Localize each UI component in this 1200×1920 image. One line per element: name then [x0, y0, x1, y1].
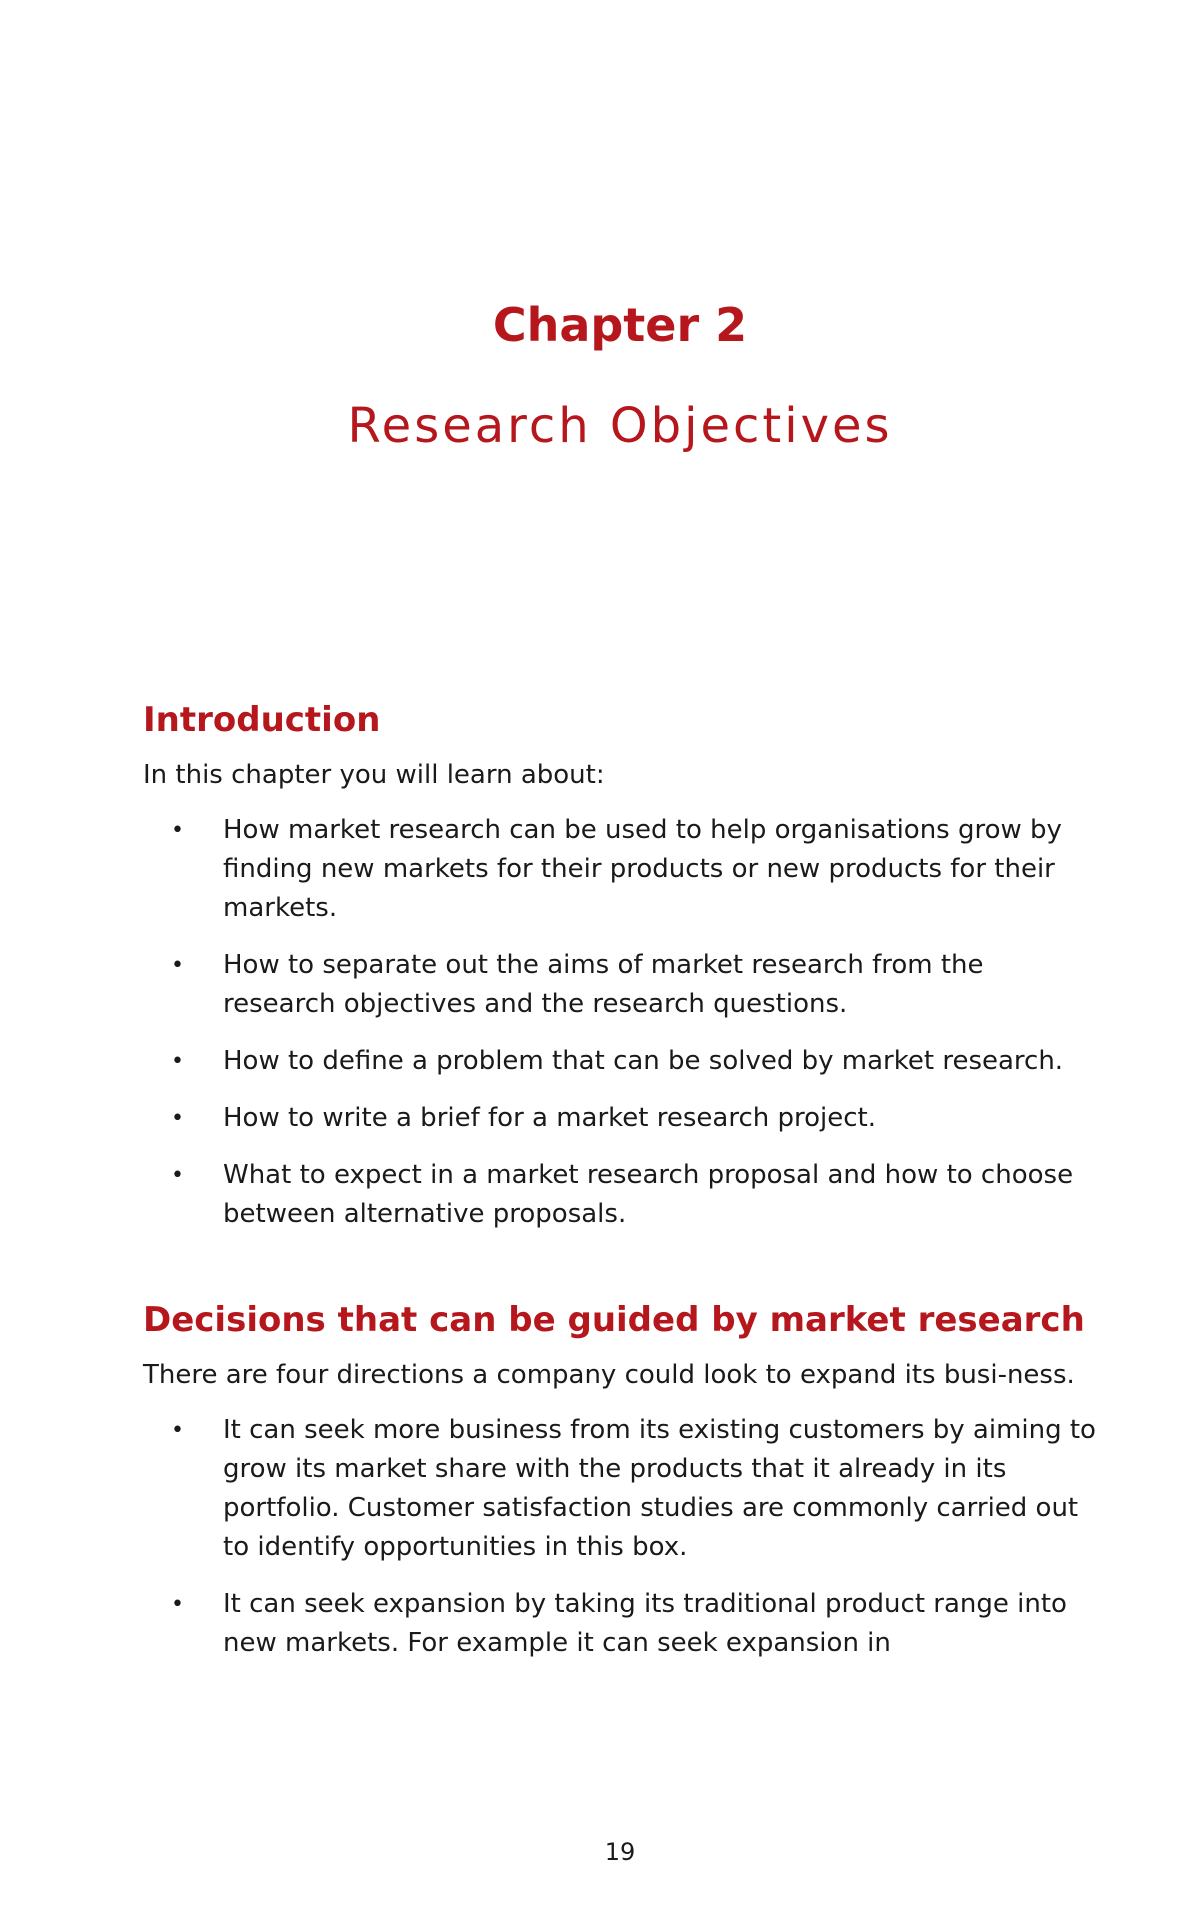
introduction-bullet-list [143, 811, 1103, 1234]
decisions-lead: There are four directions a company could look to expand its busi-ness. [143, 1360, 1075, 1390]
bullet-icon: • [171, 953, 184, 978]
list-item [143, 946, 1103, 1024]
list-item-text: It can seek more business from its existing customers by aiming to grow its market share with the products that it already in its portfolio. Customer satisfaction studies are commonly carried out to identify opportunities in this box. [223, 1415, 1096, 1562]
list-item-text: How market research can be used to help organisations grow by finding new markets for their products or new products for their markets. [223, 815, 1062, 923]
decisions-section [143, 1298, 1103, 1663]
introduction-section [143, 698, 1103, 1234]
list-item [143, 1585, 1103, 1663]
bullet-icon: • [171, 1592, 184, 1617]
introduction-heading: Introduction [143, 700, 381, 740]
page-number: 19 [604, 1838, 636, 1866]
list-item-text: What to expect in a market research proposal and how to choose between alternative proposals. [223, 1160, 1074, 1229]
list-item-text: It can seek expansion by taking its traditional product range into new markets. For example it can seek expansion in [223, 1589, 1067, 1658]
bullet-icon: • [171, 1163, 184, 1188]
decisions-bullet-list [143, 1411, 1103, 1663]
bullet-icon: • [171, 818, 184, 843]
chapter-number: Chapter 2 [492, 298, 748, 352]
section-spacer [143, 1252, 1103, 1298]
list-item [143, 1411, 1103, 1567]
list-item-text: How to separate out the aims of market research from the research objectives and the research questions. [223, 950, 984, 1019]
bullet-icon: • [171, 1106, 184, 1131]
bullet-icon: • [171, 1418, 184, 1443]
list-item [143, 1156, 1103, 1234]
page-content [143, 698, 1103, 1681]
list-item-text: How to define a problem that can be solved by market research. [223, 1046, 1064, 1076]
list-item [143, 1042, 1103, 1081]
introduction-lead: In this chapter you will learn about: [143, 760, 605, 790]
list-item [143, 811, 1103, 928]
decisions-heading: Decisions that can be guided by market research [143, 1300, 1085, 1340]
bullet-icon: • [171, 1049, 184, 1074]
chapter-title: Research Objectives [347, 398, 893, 454]
list-item [143, 1099, 1103, 1138]
list-item-text: How to write a brief for a market research project. [223, 1103, 877, 1133]
